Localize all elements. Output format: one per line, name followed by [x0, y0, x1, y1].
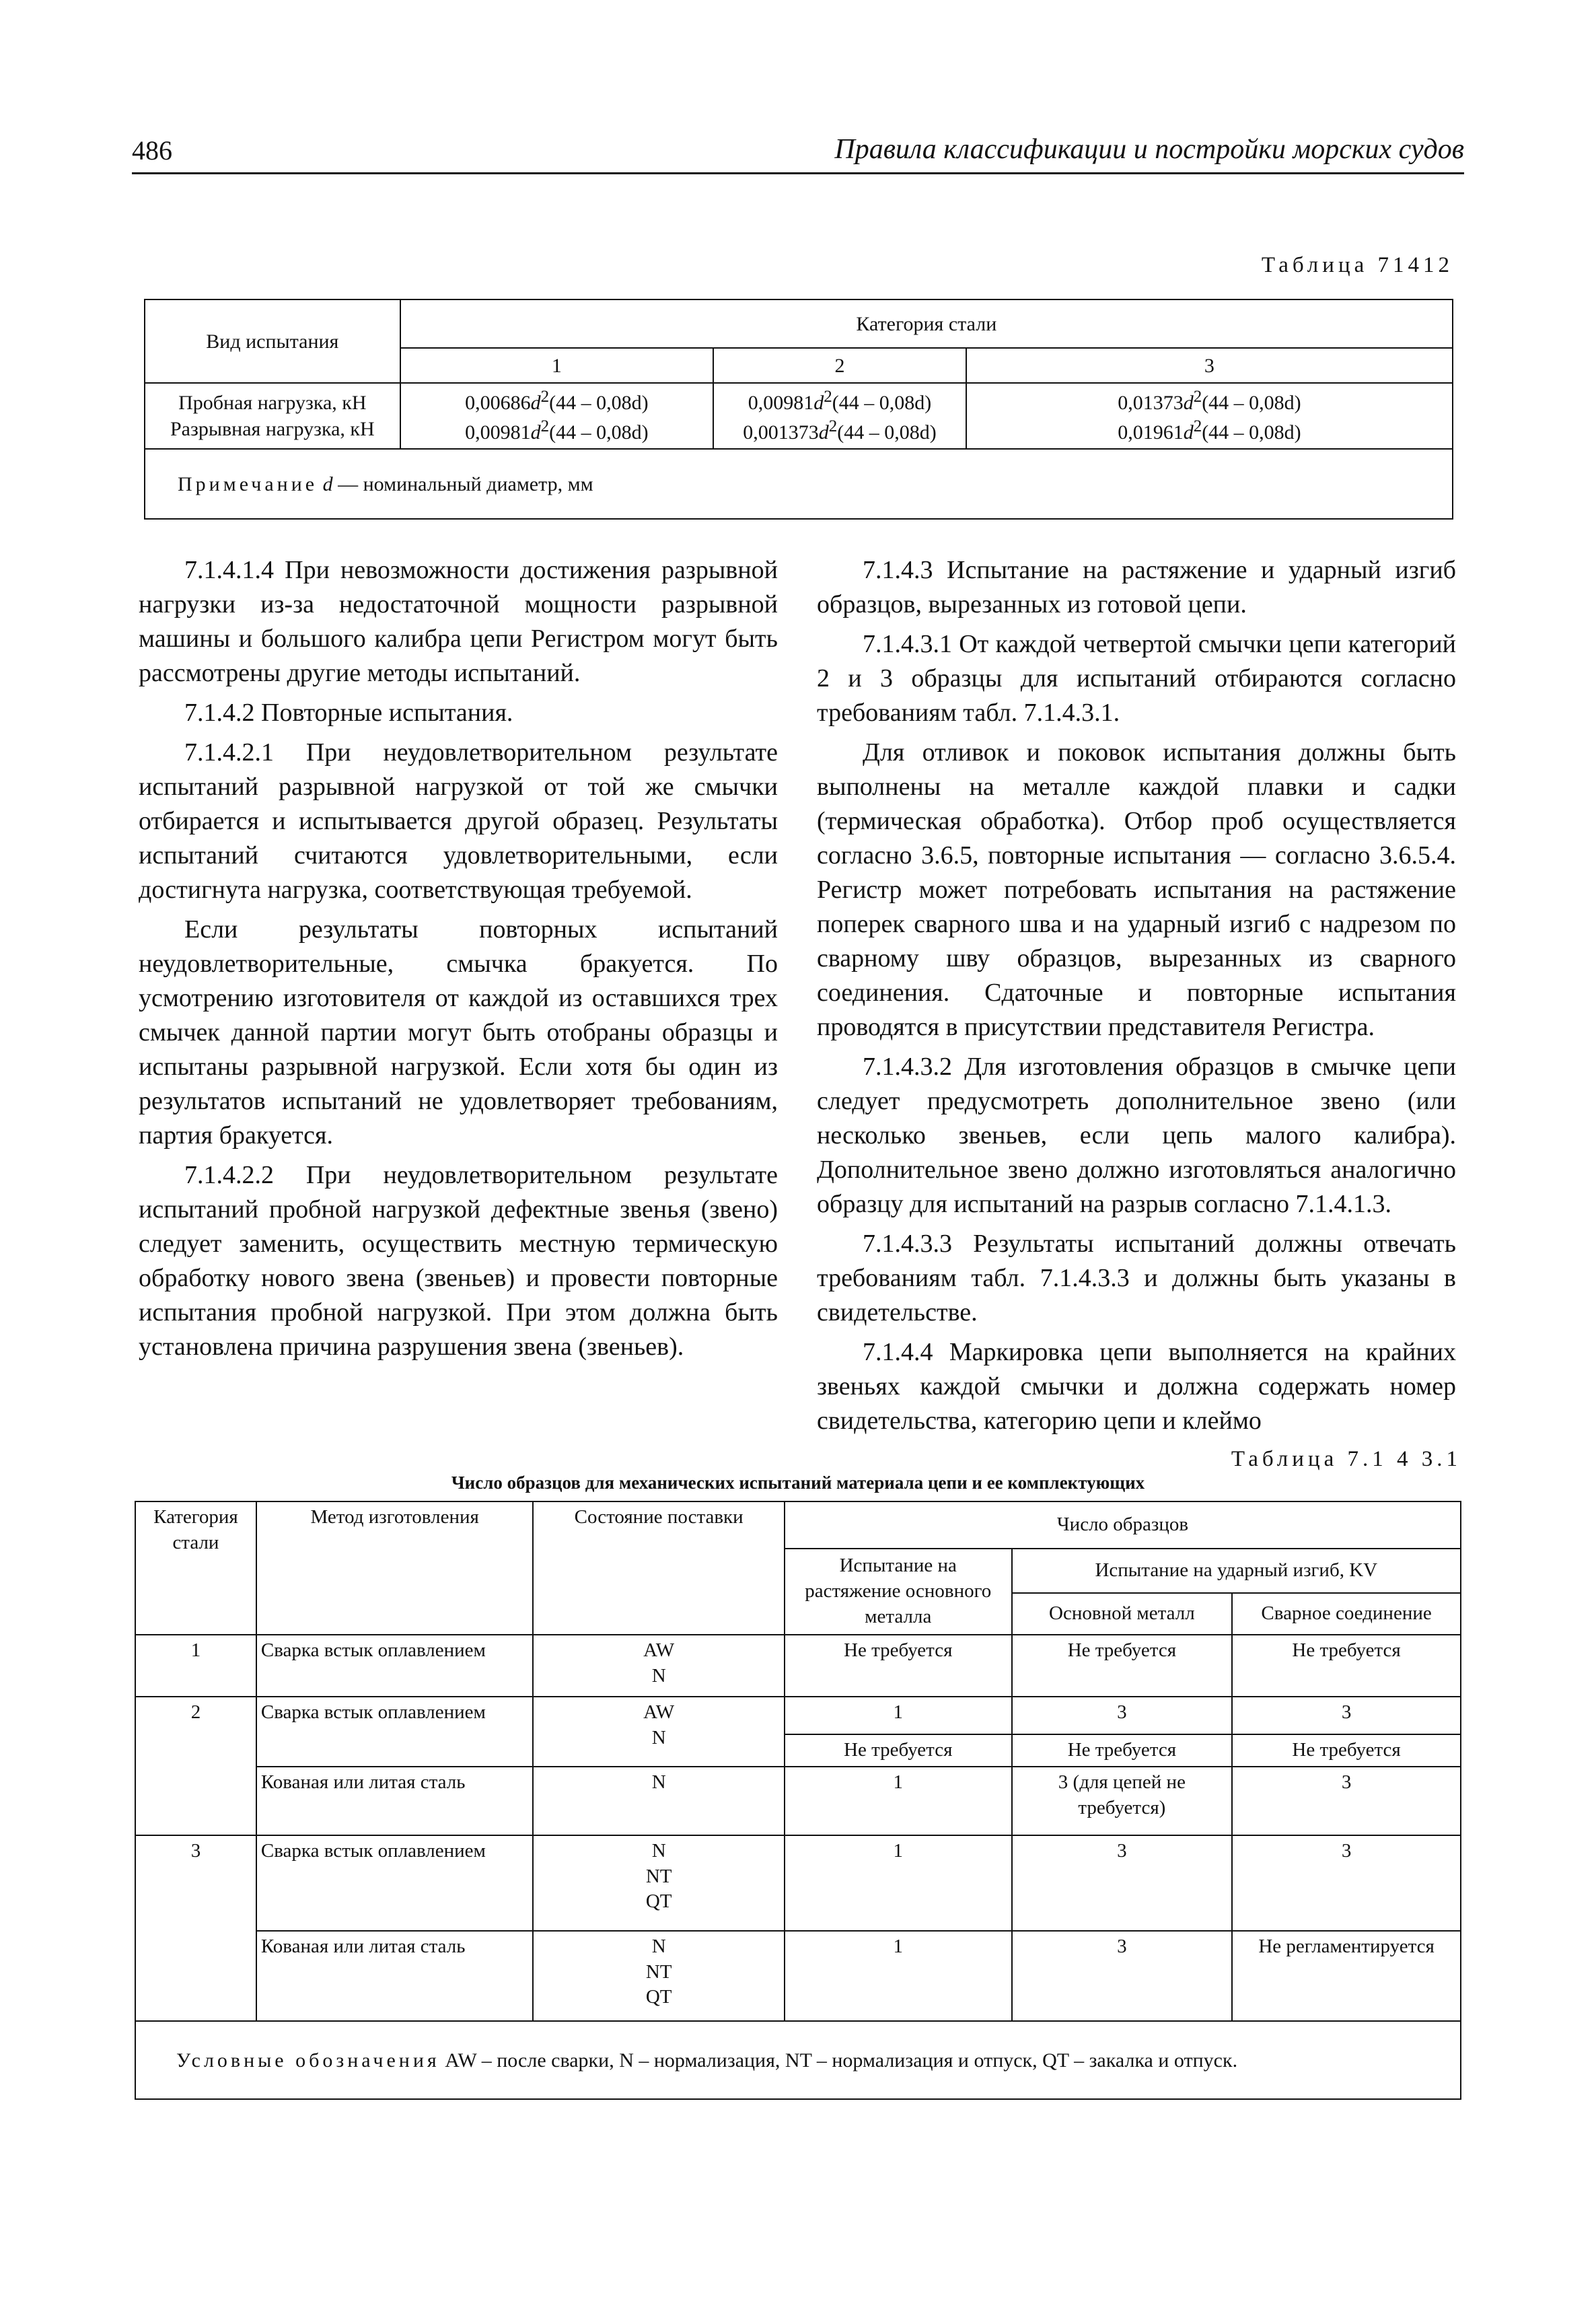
- label-proof-load: Пробная нагрузка, кН: [178, 392, 367, 414]
- header-steel-category: Категория стали: [400, 299, 1453, 348]
- cell-base: Не требуется: [1012, 1734, 1233, 1767]
- load-table: [144, 299, 1453, 520]
- paragraph-7-1-4-2-1: 7.1.4.2.1 При неудовлетворительном результате испытаний разрывной нагрузкой от той же смычки отбирается и испытывается другой образец. Результаты испытаний считаются удовлетворительными, если достигнута нагрузка, соответствующая требуемой.: [139, 738, 778, 904]
- formula-tail: (44 – 0,08d): [1202, 421, 1301, 444]
- symbol-d: d: [530, 392, 541, 414]
- formula-tail: (44 – 0,08d): [549, 392, 649, 414]
- coefficient: 0,01961: [1118, 421, 1184, 444]
- header-cat-2: 2: [713, 348, 966, 383]
- h-impact: Испытание на ударный изгиб, KV: [1012, 1549, 1461, 1593]
- note-label: Примечание: [178, 472, 318, 495]
- exponent: 2: [1193, 388, 1202, 406]
- formula: [718, 416, 962, 446]
- header-cat-1: 1: [400, 348, 714, 383]
- cell-method: Сварка встык оплавлением: [256, 1835, 534, 1931]
- cat3-formulas: [966, 383, 1453, 449]
- exponent: 2: [540, 388, 550, 406]
- paragraph-castings: Для отливок и поковок испытания должны быть выполнены на металле каждой плавки и садки (термическая обработка). Отбор проб осуществляется согласно 3.6.5, повторные испытания — согласно 3.6.5.4. Регистр может потребовать испытания на растяжение поперек сварного шва и на ударный изгиб с надрезом по сварному шву образцов, вырезанных из сварного соединения. Сдаточные и повторные испытания проводятся в присутствии представителя Регистра.: [817, 738, 1456, 1041]
- h-condition: Состояние поставки: [533, 1501, 785, 1635]
- cell-tensile: 1: [785, 1835, 1012, 1931]
- paragraph-7-1-4-2: 7.1.4.2 Повторные испытания.: [184, 699, 513, 727]
- table2-legend: [135, 2021, 1461, 2099]
- formula: [405, 386, 709, 416]
- cell-base: 3 (для цепей не требуется): [1012, 1767, 1233, 1835]
- formula-tail: (44 – 0,08d): [549, 421, 649, 444]
- symbol-d: d: [818, 421, 829, 444]
- exponent: 2: [828, 417, 838, 435]
- paragraph-repeat-tests: Если результаты повторных испытаний неудовлетворительные, смычка бракуется. По усмотрению изготовителя от каждой из оставшихся трех смычек данной партии могут быть отобраны образцы и испытаны разрывной нагрузкой. Если хотя бы один из результатов испытаний не удовлетворяет требованиям, партия бракуется.: [139, 915, 778, 1150]
- cell-weld: Не регламентируется: [1232, 1931, 1461, 2021]
- cell-method: Кованая или литая сталь: [256, 1767, 534, 1835]
- condition-value: AW: [643, 1701, 675, 1723]
- cell-tensile: Не требуется: [785, 1635, 1012, 1697]
- cell-base: Не требуется: [1012, 1635, 1233, 1697]
- cell-tensile: 1: [785, 1931, 1012, 2021]
- condition-value: NT: [645, 1960, 672, 1983]
- formula: [718, 386, 962, 416]
- cell-condition: [533, 1697, 785, 1767]
- paragraph-7-1-4-3-1: 7.1.4.3.1 От каждой четвертой смычки цепи категорий 2 и 3 образцы для испытаний отбираются согласно требованиям табл. 7.1.4.3.1.: [817, 630, 1456, 727]
- header-test-type: Вид испытания: [145, 299, 400, 383]
- coefficient: 0,00981: [748, 392, 814, 414]
- left-column: [139, 553, 778, 1370]
- cat1-formulas: [400, 383, 714, 449]
- paragraph-7-1-4-3: 7.1.4.3 Испытание на растяжение и ударный изгиб образцов, вырезанных из готовой цепи.: [817, 556, 1456, 618]
- cell-category: 2: [135, 1697, 256, 1835]
- coefficient: 0,001373: [743, 421, 819, 444]
- cell-condition: [533, 1931, 785, 2021]
- symbol-d: d: [813, 392, 824, 414]
- cell-base: 3: [1012, 1697, 1233, 1734]
- h-tensile: Испытание на растяжение основного металла: [785, 1549, 1012, 1635]
- exponent: 2: [1193, 417, 1202, 435]
- cell-category: 1: [135, 1635, 256, 1697]
- legend-label: Условные обозначения: [176, 2049, 440, 2072]
- cell-weld: 3: [1232, 1835, 1461, 1931]
- paragraph-7-1-4-4: 7.1.4.4 Маркировка цепи выполняется на крайних звеньях каждой смычки и должна содержать номер свидетельства, категорию цепи и клеймо: [817, 1338, 1456, 1435]
- cell-weld: 3: [1232, 1767, 1461, 1835]
- cell-condition: [533, 1635, 785, 1697]
- table1-caption: Таблица 71412: [1261, 253, 1453, 277]
- exponent: 2: [540, 417, 550, 435]
- cell-tensile: 1: [785, 1767, 1012, 1835]
- condition-value: N: [651, 1840, 666, 1862]
- formula-tail: (44 – 0,08d): [832, 392, 932, 414]
- cell-method: Сварка встык оплавлением: [256, 1635, 534, 1697]
- condition-value: QT: [645, 1890, 672, 1913]
- symbol-d: d: [1183, 421, 1194, 444]
- condition-value: N: [651, 1726, 666, 1748]
- cell-base: 3: [1012, 1835, 1233, 1931]
- condition-value: N: [651, 1664, 666, 1687]
- cell-condition: [533, 1835, 785, 1931]
- running-title: Правила классификации и постройки морских судов: [834, 134, 1464, 165]
- table2-caption: Таблица 7.1 4 3.1: [1231, 1447, 1461, 1471]
- h-base-metal: Основной металл: [1012, 1593, 1233, 1635]
- specimens-table: [135, 1501, 1461, 2100]
- condition-value: N: [651, 1936, 666, 1957]
- h-method: Метод изготовления: [256, 1501, 534, 1635]
- note-symbol: d: [322, 472, 333, 495]
- paragraph-7-1-4-3-2: 7.1.4.3.2 Для изготовления образцов в смычке цепи следует предусмотреть дополнительное звено (или несколько звеньев, если цепь малого калибра). Дополнительное звено должно изготовляться аналогично образцу для испытаний на разрыв согласно 7.1.4.1.3.: [817, 1053, 1456, 1218]
- legend-text: AW – после сварки, N – нормализация, NT – нормализация и отпуск, QT – закалка и отпуск.: [445, 2049, 1238, 2072]
- condition-value: AW: [643, 1639, 675, 1661]
- header-rule: [132, 172, 1464, 174]
- cell-tensile: Не требуется: [785, 1734, 1012, 1767]
- right-column: [817, 553, 1456, 1444]
- formula: [405, 416, 709, 446]
- cell-category: 3: [135, 1835, 256, 2021]
- formula: [971, 386, 1448, 416]
- condition-value: NT: [645, 1865, 672, 1887]
- label-breaking-load: Разрывная нагрузка, кН: [170, 418, 375, 440]
- paragraph-7-1-4-1-4: 7.1.4.1.4 При невозможности достижения разрывной нагрузки из-за недостаточной мощности разрывной машины и большого калибра цепи Регистром могут быть рассмотрены другие методы испытаний.: [139, 556, 778, 687]
- formula-tail: (44 – 0,08d): [837, 421, 937, 444]
- header-cat-3: 3: [966, 348, 1453, 383]
- table1-note: [145, 449, 1453, 519]
- cell-tensile: 1: [785, 1697, 1012, 1734]
- cell-weld: Не требуется: [1232, 1635, 1461, 1697]
- cat2-formulas: [713, 383, 966, 449]
- cell-method: Кованая или литая сталь: [256, 1931, 534, 2021]
- exponent: 2: [824, 388, 832, 406]
- coefficient: 0,00981: [465, 421, 531, 444]
- note-text: — номинальный диаметр, мм: [338, 472, 593, 495]
- formula-tail: (44 – 0,08d): [1202, 392, 1301, 414]
- paragraph-7-1-4-3-3: 7.1.4.3.3 Результаты испытаний должны отвечать требованиям табл. 7.1.4.3.3 и должны быть указаны в свидетельстве.: [817, 1230, 1456, 1327]
- coefficient: 0,01373: [1118, 392, 1184, 414]
- paragraph-7-1-4-2-2: 7.1.4.2.2 При неудовлетворительном результате испытаний пробной нагрузкой дефектные звенья (звено) следует заменить, осуществить местную термическую обработку нового звена (звеньев) и провести повторные испытания пробной нагрузкой. При этом должна быть установлена причина разрушения звена (звеньев).: [139, 1161, 778, 1361]
- condition-value: QT: [645, 1986, 672, 2008]
- cell-weld: 3: [1232, 1697, 1461, 1734]
- cell-weld: Не требуется: [1232, 1734, 1461, 1767]
- symbol-d: d: [530, 421, 541, 444]
- formula: [971, 416, 1448, 446]
- h-weld: Сварное соединение: [1232, 1593, 1461, 1635]
- h-specimen-count: Число образцов: [785, 1501, 1461, 1549]
- cell-base: 3: [1012, 1931, 1233, 2021]
- coefficient: 0,00686: [465, 392, 531, 414]
- table2-title: Число образцов для механических испытаний материала цепи и ее комплектующих: [451, 1473, 1145, 1493]
- symbol-d: d: [1183, 392, 1194, 414]
- cell-condition: N: [533, 1767, 785, 1835]
- page-number: 486: [132, 135, 172, 166]
- h-category: Категория стали: [135, 1501, 256, 1635]
- row-labels: [145, 383, 400, 449]
- cell-method: Сварка встык оплавлением: [256, 1697, 534, 1767]
